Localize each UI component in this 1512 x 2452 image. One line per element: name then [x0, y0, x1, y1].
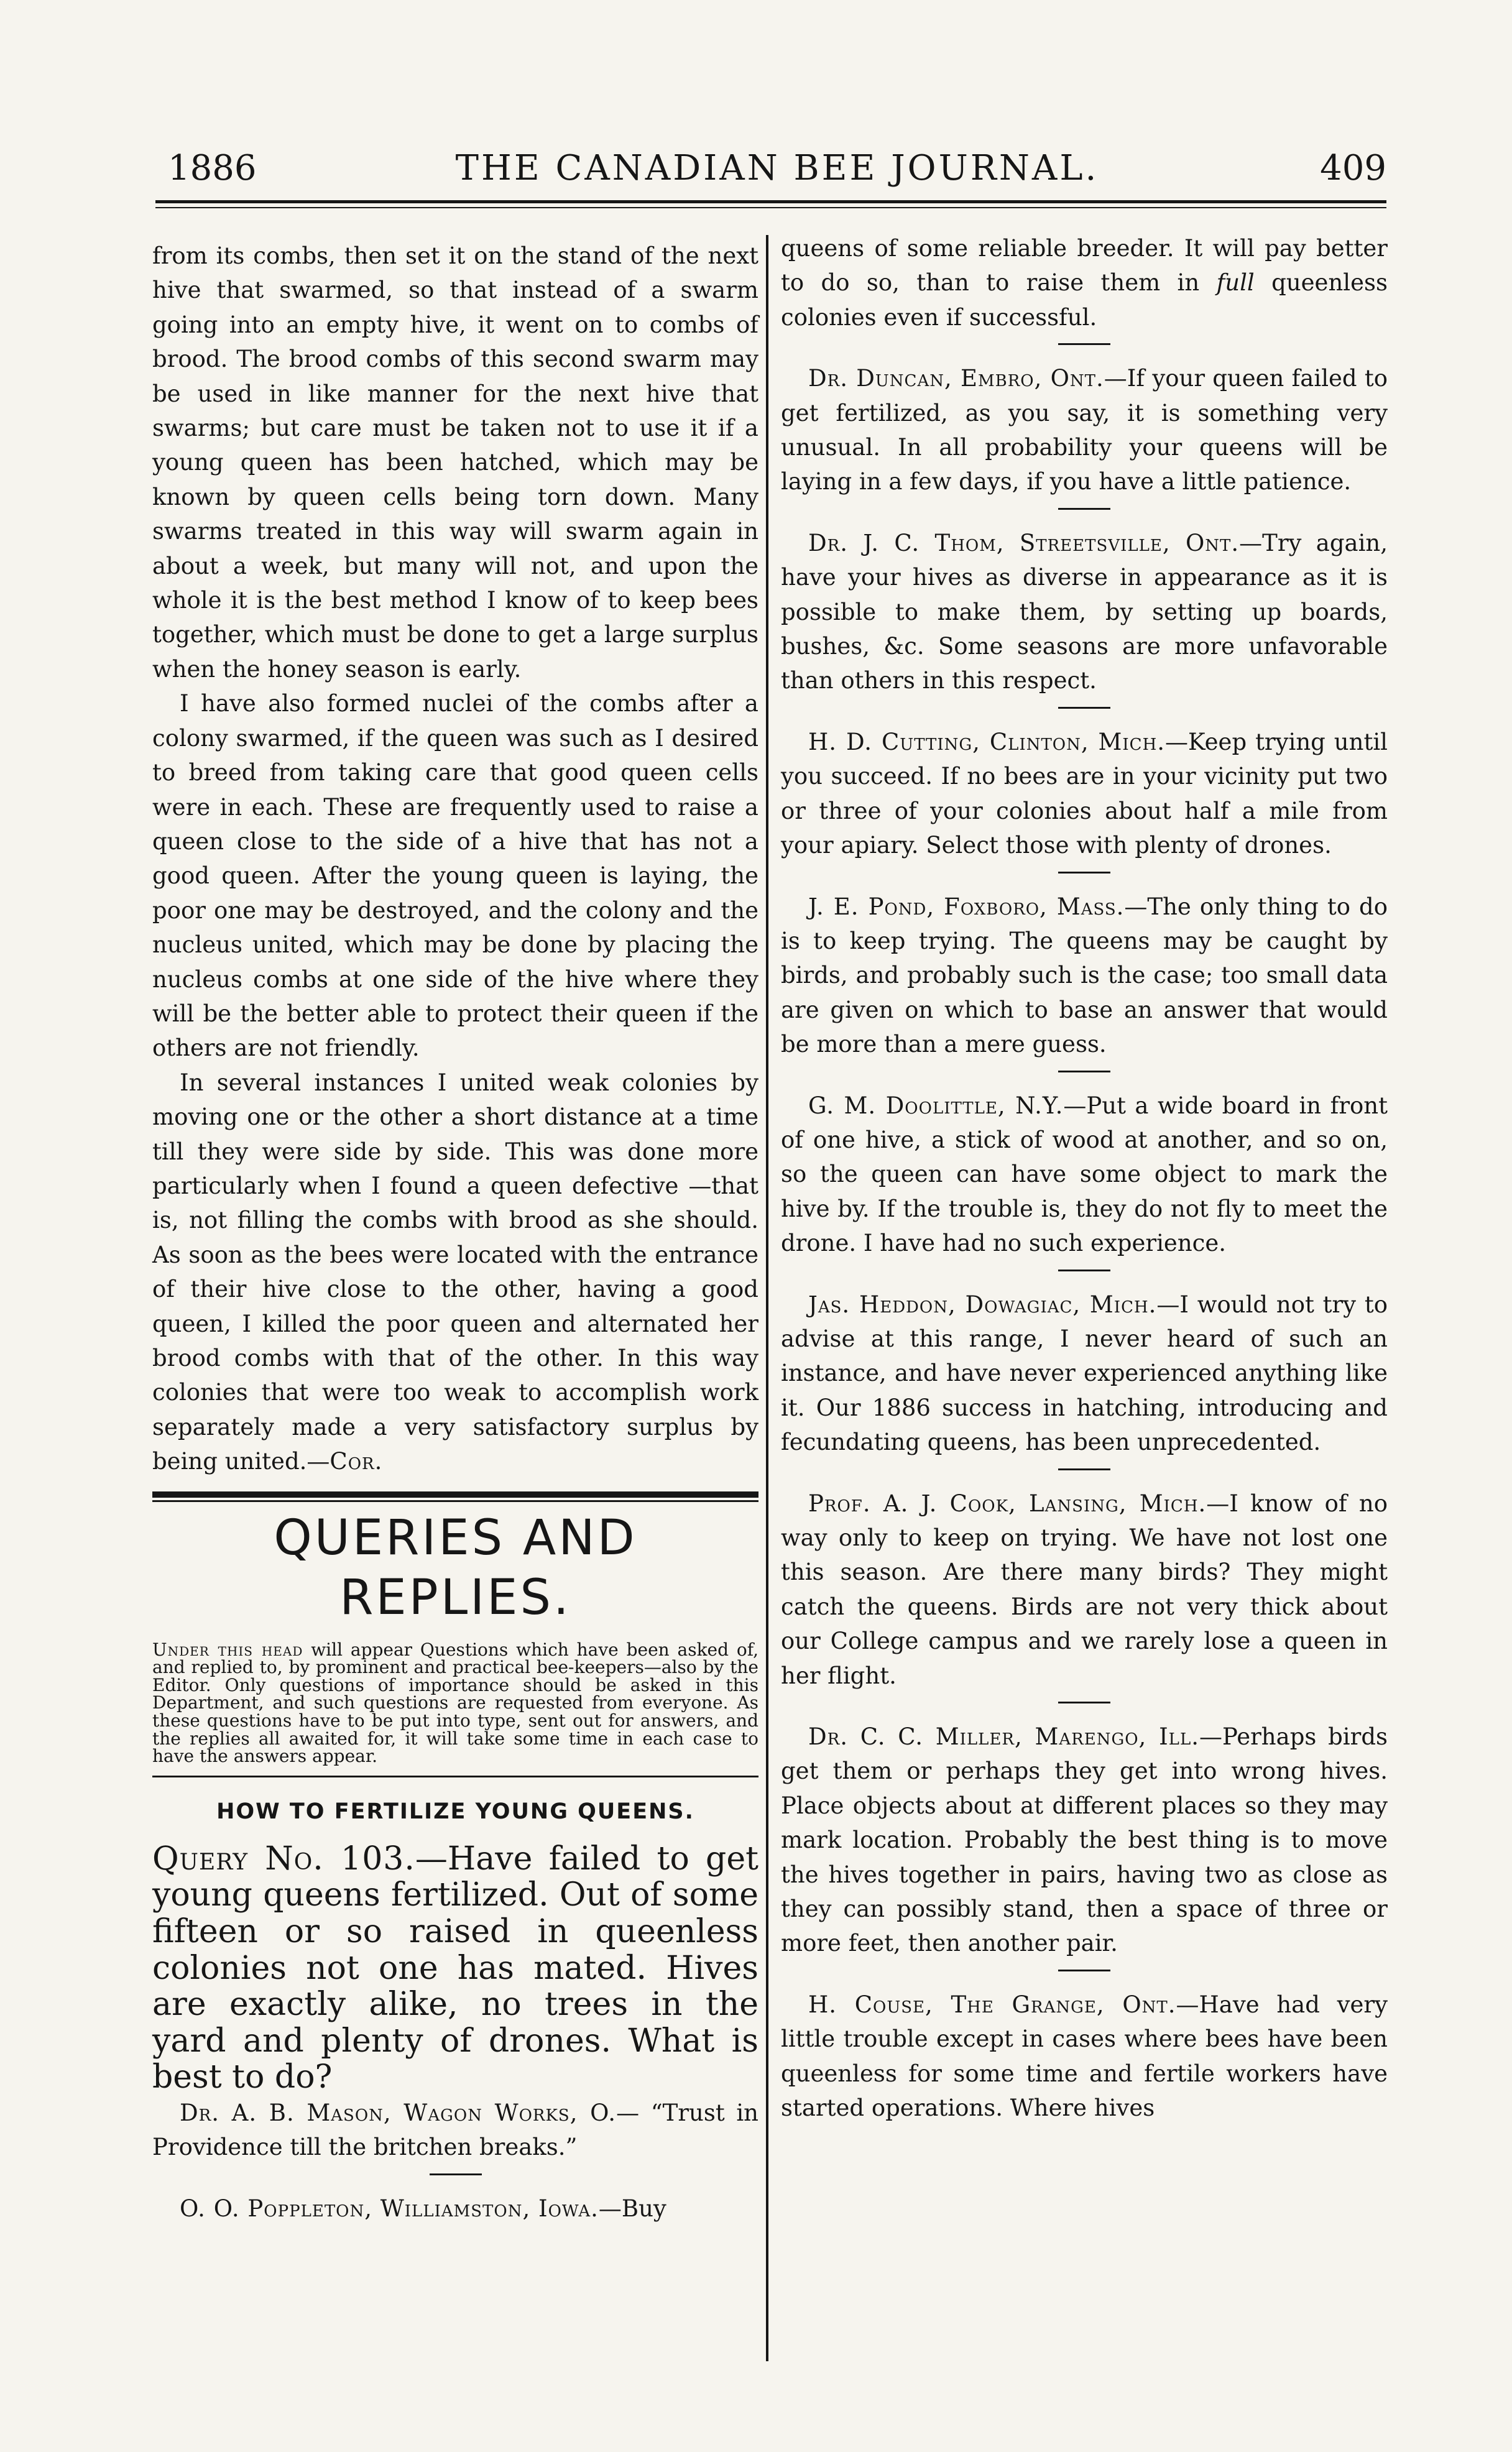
answer-separator: [430, 2173, 482, 2175]
answer-separator: [1058, 1468, 1110, 1470]
answer-text: —If your queen failed to get fertilized, as you say, it is something very unusual. In all probability your queens will be laying in a few days, if you have a little patience.: [781, 365, 1388, 495]
answer-separator: [1058, 1702, 1110, 1703]
answer-entry: [781, 1089, 1388, 1261]
poppleton-cont-tail: queenless colonies even if successful.: [781, 269, 1388, 331]
right-column: [781, 231, 1388, 2126]
header-page-number: 409: [1320, 148, 1386, 188]
answer-entry: [781, 1720, 1388, 1961]
answer-text: —The only thing to do is to keep trying. The queens may be caught by birds, and probably such is the case; too small data are given on which to base an answer that would be more than a mere guess.: [781, 893, 1388, 1058]
answer-author: Prof. A. J. Cook, Lansing, Mich.: [808, 1490, 1207, 1517]
section-rule-thick: [152, 1491, 758, 1498]
queries-replies-title: QUERIES AND REPLIES.: [274, 1509, 637, 1626]
answer-text: —Perhaps birds get them or perhaps they get into wrong hives. Place objects about at different places so they may mark location. Probably the best thing is to move the hives together in pairs, having two as close as they can possibly stand, then a space of three or more feet, then another pair.: [781, 1723, 1388, 1957]
note-rule: [152, 1776, 758, 1777]
section-rule-thin: [152, 1500, 758, 1502]
answer-entry: [781, 890, 1388, 1062]
answer-poppleton-name: O. O. Poppleton, Williamston, Iowa.: [180, 2195, 599, 2222]
left-paragraph-3-text: In several instances I united weak colonies by moving one or the other a short distance at a time till they were side by side. This was done more particularly when I found a queen defective —that is, not filling the combs with brood as she should. As soon as the bees were located with the entrance of their hive close to the other, having a good queen, I killed the poor queen and alternated her brood combs with that of the other. In this way colonies that were too weak to accomplish work separately made a very satisfactory surplus by being united.—: [152, 1069, 758, 1475]
answer-poppleton: [152, 2192, 758, 2226]
section-heading: HOW TO FERTILIZE YOUNG QUEENS.: [216, 1799, 694, 1824]
query-number: Query No. 103.: [152, 1840, 415, 1878]
query-text: [152, 1841, 758, 2096]
left-paragraph-2: I have also formed nuclei of the combs after a colony swarmed, if the queen was such as I desired to breed from taking care that good queen cells were in each. These are frequently used to raise a queen close to the side of a hive that has not a good queen. After the young queen is laying, the poor one may be destroyed, and the colony and the nucleus united, which may be done by placing the nucleus combs at one side of the hive where they will be the better able to protect their queen if the others are not friendly.: [152, 690, 758, 1062]
answer-mason-name: Dr. A. B. Mason, Wagon Works, O.: [180, 2099, 617, 2126]
answer-author: G. M. Doolittle, N.Y.: [808, 1092, 1064, 1119]
answer-author: Dr. J. C. Thom, Streetsville, Ont.: [808, 529, 1240, 556]
answer-text: —Try again, have your hives as diverse in appearance as it is possible to make them, by setting up boards, bushes, &c. Some seasons are more unfavorable than others in this respect.: [781, 529, 1388, 694]
answer-entry: [781, 1288, 1388, 1460]
answer-text: —Put a wide board in front of one hive, a stick of wood at another, and so on, so the queen can have some object to mark the hive by. If the trouble is, they do not fly to meet the drone. I have had no such experience.: [781, 1092, 1388, 1257]
poppleton-cont-text: queens of some reliable breeder. It will pay better to do so, than to raise them in: [781, 235, 1388, 297]
answer-text: —I would not try to advise at this range, I never heard of such an instance, and have never experienced anything like it. Our 1886 success in hatching, introducing and fecundating queens, has been unprecedented.: [781, 1291, 1388, 1456]
left-paragraph-3: [152, 1066, 758, 1479]
left-paragraph-1: from its combs, then set it on the stand of the next hive that swarmed, so that instead of a swarm going into an empty hive, it went on to combs of brood. The brood combs of this second swarm may be used in like manner for the next hive that swarms; but care must be taken not to use it if a young queen has been hatched, which may be known by queen cells being torn down. Many swarms treated in this way will swarm again in about a week, but many will not, and upon the whole it is the best method I know of to keep bees together, which must be done to get a large surplus when the honey season is early.: [152, 242, 758, 683]
left-column: [152, 239, 758, 2226]
answer-text: —Have had very little trouble except in cases where bees have been queenless for some time and fertile workers have started operations. Where hives: [781, 1991, 1388, 2122]
poppleton-continued: [781, 231, 1388, 334]
answer-separator: [1058, 343, 1110, 345]
answer-text: —Keep trying until you succeed. If no bees are in your vicinity put two or three of your colonies about half a mile from your apiary. Select those with plenty of drones.: [781, 728, 1388, 859]
note-lead: Under this head: [152, 1639, 303, 1660]
header-rule-thin: [155, 207, 1386, 208]
page-header: [168, 148, 1386, 204]
answer-entry: [781, 1486, 1388, 1693]
answer-separator: [1058, 1970, 1110, 1971]
answer-poppleton-text: —Buy: [598, 2195, 666, 2222]
answer-author: Dr. Duncan, Embro, Ont.: [808, 365, 1104, 392]
department-note: [152, 1641, 758, 1766]
emphasis-full: full: [1216, 269, 1255, 297]
answer-author: H. Couse, The Grange, Ont.: [808, 1991, 1176, 2018]
header-year: 1886: [168, 148, 257, 188]
header-rule: [155, 200, 1386, 203]
answer-entry: [781, 361, 1388, 499]
note-text: will appear Questions which have been asked of, and replied to, by prominent and practical bee-keepers—also by the Editor. Only questions of importance should be asked in this Department, and such questions are requested from everyone. As these questions have to be put into type, sent out for answers, and the replies all awaited for, it will take some time in each case to have the answers appear.: [152, 1639, 758, 1767]
answer-author: Jas. Heddon, Dowagiac, Mich.: [808, 1291, 1157, 1318]
answer-author: Dr. C. C. Miller, Marengo, Ill.: [808, 1723, 1199, 1751]
answer-entry: [781, 725, 1388, 863]
column-divider: [766, 235, 768, 2361]
answer-mason-text: — “Trust in Providence till the britchen breaks.”: [152, 2099, 758, 2161]
answer-author: J. E. Pond, Foxboro, Mass.: [808, 893, 1125, 920]
author-signature: Cor.: [330, 1448, 383, 1475]
answer-author: H. D. Cutting, Clinton, Mich.: [808, 728, 1166, 755]
answer-separator: [1058, 707, 1110, 709]
answer-mason: [152, 2096, 758, 2165]
answer-separator: [1058, 872, 1110, 873]
header-title: THE CANADIAN BEE JOURNAL.: [455, 148, 1099, 188]
answer-separator: [1058, 508, 1110, 510]
answer-text: —I know of no way only to keep on trying. We have not lost one this season. Are there many birds? They might catch the queens. Birds are not very thick about our College campus and we rarely lose a queen in her flight.: [781, 1490, 1388, 1689]
answer-separator: [1058, 1071, 1110, 1072]
answer-separator: [1058, 1270, 1110, 1271]
answer-entry: [781, 1988, 1388, 2126]
query-body: —Have failed to get young queens fertilized. Out of some fifteen or so raised in queenless colonies not one has mated. Hives are exactly alike, no trees in the yard and plenty of drones. What is best to do?: [152, 1840, 758, 2096]
answer-entry: [781, 526, 1388, 698]
